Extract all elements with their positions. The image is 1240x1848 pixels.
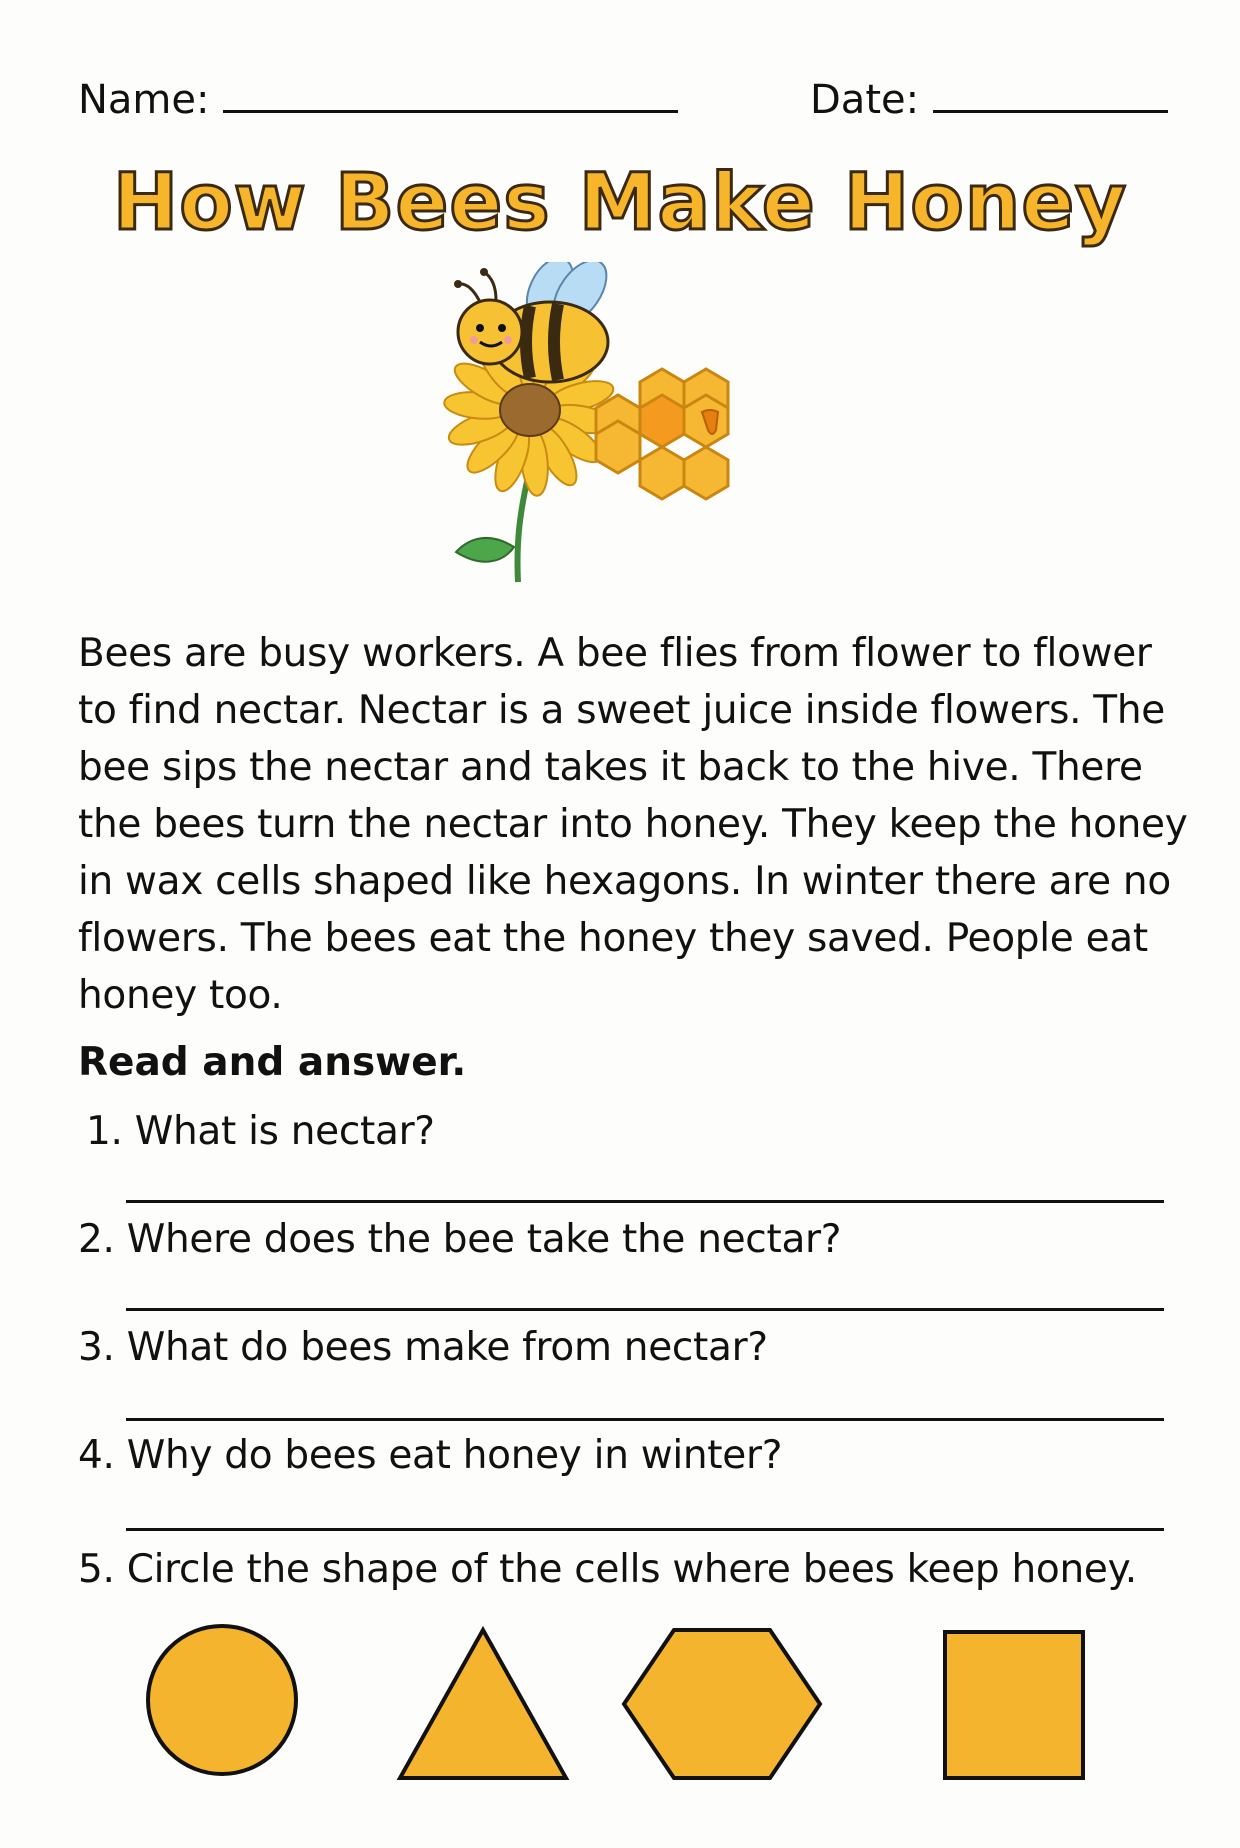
worksheet-title: How Bees Make Honey — [112, 158, 1128, 248]
date-label: Date: — [810, 77, 920, 123]
question-2: 2. Where does the bee take the nectar? — [78, 1217, 842, 1262]
answer-line-4[interactable] — [126, 1528, 1164, 1531]
answer-line-1[interactable] — [126, 1200, 1164, 1203]
bee-icon — [454, 262, 617, 382]
question-5: 5. Circle the shape of the cells where bees keep honey. — [78, 1547, 1137, 1592]
questions-heading: Read and answer. — [78, 1040, 467, 1085]
question-3: 3. What do bees make from nectar? — [78, 1325, 768, 1370]
question-1: 1. What is nectar? — [86, 1109, 435, 1154]
question-4: 4. Why do bees eat honey in winter? — [78, 1433, 783, 1478]
answer-line-3[interactable] — [126, 1418, 1164, 1421]
name-field — [78, 70, 678, 130]
date-blank-line[interactable] — [933, 72, 1168, 113]
hexagon-shape[interactable] — [624, 1630, 820, 1778]
square-shape[interactable] — [945, 1632, 1083, 1778]
triangle-shape[interactable] — [400, 1630, 566, 1778]
reading-passage: Bees are busy workers. A bee flies from flower to flower to find nectar. Nectar is a sweet juice inside flowers. The bee sips the nectar and takes it back to the hive. There the bees turn the nectar into honey. They keep the honey in wax cells shaped like hexagons. In winter there are no flowers. The bees eat the honey they saved. People eat honey too. — [78, 631, 1188, 1018]
header-row — [78, 70, 1162, 130]
circle-shape[interactable] — [148, 1626, 296, 1774]
name-label: Name: — [78, 77, 210, 123]
date-field — [810, 70, 1168, 130]
name-blank-line[interactable] — [223, 72, 678, 113]
bee-flower-honeycomb-illustration — [410, 262, 840, 622]
answer-line-2[interactable] — [126, 1308, 1164, 1311]
honeycomb-icon — [596, 369, 728, 499]
shape-choices — [130, 1620, 1110, 1800]
